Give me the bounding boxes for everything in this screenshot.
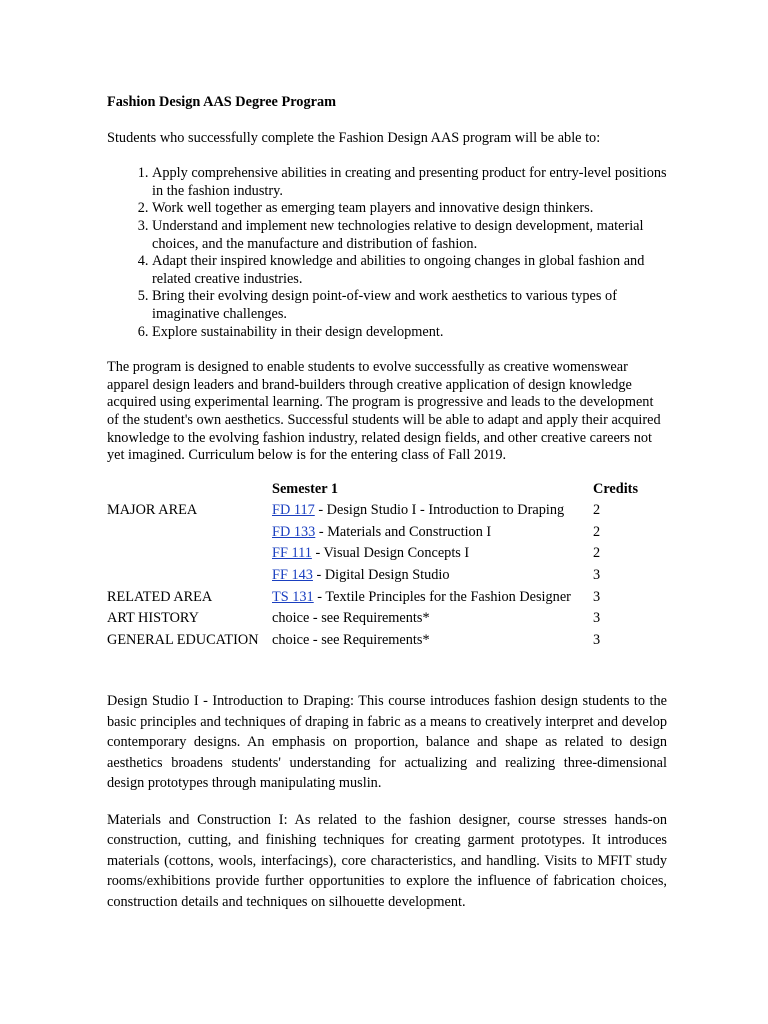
program-paragraph: The program is designed to enable students to evolve successfully as creative womenswear apparel design leaders and brand-builders through creative application of design knowledge acquired using experimental learning. The program is progressive and leads to the development of the student's own aesthetics. Successful students will be able to adapt and apply their acquired knowledge to the evolving fashion industry, related design fields, and other creative careers not yet imagined. Curriculum below is for the entering class of Fall 2019. — [107, 359, 661, 464]
table-row — [107, 632, 643, 654]
table-row — [107, 502, 643, 524]
course-cell — [272, 545, 593, 567]
area-cell: RELATED AREA — [107, 588, 213, 605]
course-cell — [272, 502, 593, 524]
page-title: Fashion Design AAS Degree Program — [107, 94, 337, 110]
course-description-draping: Design Studio I - Introduction to Draping: This course introduces fashion design students to the basic principles and techniques of draping in fabric as a means to creatively interpret and develop contemporary designs. An emphasis on proportion, balance and shape as related to design aesthetics broadens students' understanding for actualizing and realizing three-dimensional design prototypes through manipulating muslin. — [107, 693, 667, 792]
course-code-link[interactable]: FD 133 — [272, 523, 316, 540]
area-cell — [107, 524, 272, 546]
course-cell: choice - see Requirements* — [272, 631, 430, 648]
credits-cell: 3 — [593, 567, 601, 584]
semester-header: Semester 1 — [272, 480, 339, 497]
course-code-link[interactable]: FD 117 — [272, 502, 315, 519]
course-code-link[interactable]: FF 143 — [272, 567, 313, 584]
table-row — [107, 567, 643, 589]
credits-cell: 2 — [593, 545, 601, 562]
area-cell: MAJOR AREA — [107, 502, 198, 519]
course-cell: choice - see Requirements* — [272, 610, 430, 627]
course-code-link[interactable]: FF 111 — [272, 545, 312, 562]
list-item: 4. Adapt their inspired knowledge and abilities to ongoing changes in global fashion and related creative industries. — [152, 253, 667, 288]
area-cell — [107, 545, 272, 567]
course-title: - Design Studio I - Introduction to Draping — [314, 502, 565, 519]
document-page — [107, 94, 667, 912]
course-title: - Materials and Construction I — [315, 523, 492, 540]
table-row — [107, 610, 643, 632]
course-cell — [272, 524, 593, 546]
course-title: - Textile Principles for the Fashion Designer — [313, 588, 571, 605]
course-description-materials: Materials and Construction I: As related to the fashion designer, course stresses hands-on construction, cutting, and finishing techniques for creating garment prototypes. It introduces materials (cottons, wools, interfacings), core characteristics, and handling. Visits to MFIT study rooms/exhibitions provide further opportunities to explore the influence of fabrication choices, construction details and techniques on silhouette development. — [107, 811, 667, 910]
table-row — [107, 524, 643, 546]
curriculum-table — [107, 481, 643, 654]
table-row — [107, 589, 643, 611]
learning-outcomes-list — [107, 165, 667, 341]
table-row — [107, 545, 643, 567]
area-cell: GENERAL EDUCATION — [107, 631, 259, 648]
area-header — [107, 481, 272, 503]
list-item: 6. Explore sustainability in their design development. — [152, 324, 667, 342]
credits-cell: 3 — [593, 610, 601, 627]
list-item: 3. Understand and implement new technologies relative to design development, material choices, and the manufacture and distribution of fashion. — [152, 218, 667, 253]
course-code-link[interactable]: TS 131 — [272, 588, 314, 605]
credits-cell: 2 — [593, 502, 601, 519]
credits-cell: 2 — [593, 523, 601, 540]
table-header-row — [107, 481, 643, 503]
course-title: - Digital Design Studio — [312, 567, 450, 584]
intro-paragraph: Students who successfully complete the Fashion Design AAS program will be able to: — [107, 129, 601, 146]
credits-cell: 3 — [593, 631, 601, 648]
area-cell: ART HISTORY — [107, 610, 199, 627]
list-item: 2. Work well together as emerging team players and innovative design thinkers. — [152, 200, 667, 218]
credits-header: Credits — [593, 480, 639, 497]
list-item: 1. Apply comprehensive abilities in creating and presenting product for entry-level positions in the fashion industry. — [152, 165, 667, 200]
list-item: 5. Bring their evolving design point-of-view and work aesthetics to various types of imaginative challenges. — [152, 288, 667, 323]
area-cell — [107, 567, 272, 589]
credits-cell: 3 — [593, 588, 601, 605]
course-cell — [272, 567, 593, 589]
course-title: - Visual Design Concepts I — [311, 545, 470, 562]
course-cell — [272, 589, 593, 611]
